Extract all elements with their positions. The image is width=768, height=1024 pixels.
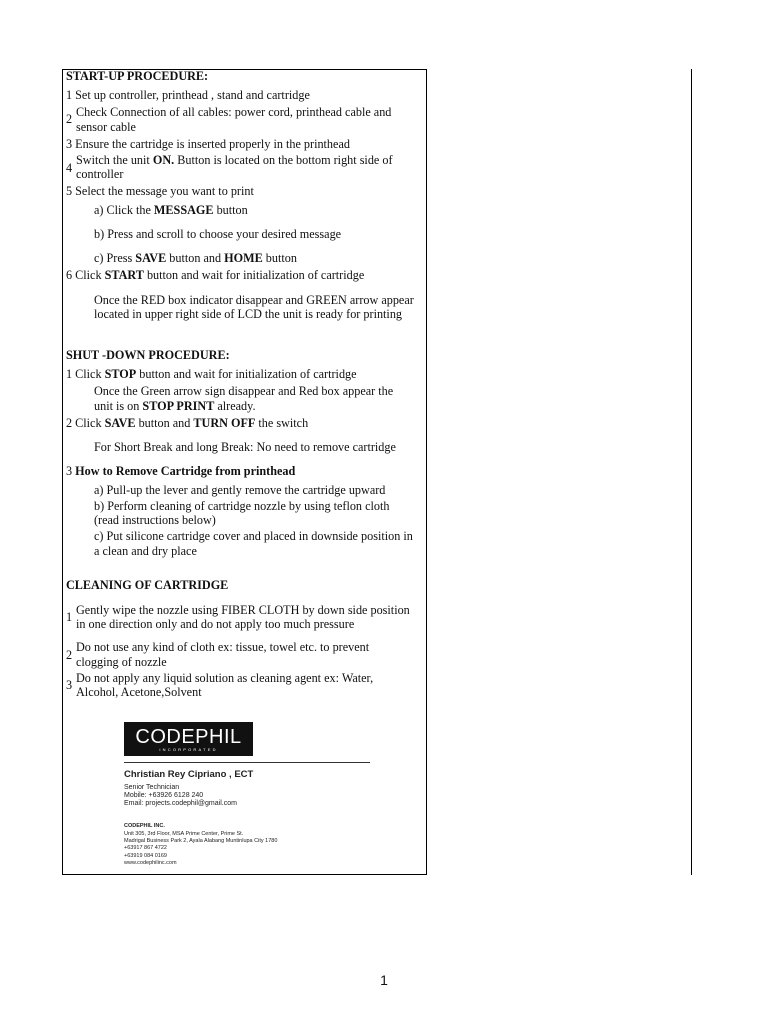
shutdown-step-3: 3 How to Remove Cartridge from printhead bbox=[66, 464, 296, 478]
startup-step-5a: a) Click the MESSAGE button bbox=[94, 203, 248, 217]
shutdown-step-3b-line1: b) Perform cleaning of cartridge nozzle by using teflon cloth bbox=[94, 499, 390, 513]
card-phone-1: +63917 867 4722 bbox=[124, 845, 167, 851]
logo-subtitle: INCORPORATED bbox=[159, 747, 218, 752]
shutdown-step-3b-line2: (read instructions below) bbox=[94, 513, 216, 527]
startup-step-2-number: 2 bbox=[66, 112, 73, 126]
cleaning-heading: CLEANING OF CARTRIDGE bbox=[66, 578, 229, 592]
shutdown-step-1-note-line1: Once the Green arrow sign disappear and Red box appear the bbox=[94, 384, 394, 398]
startup-step-5: 5 Select the message you want to print bbox=[66, 184, 254, 198]
cleaning-step-1-number: 1 bbox=[66, 610, 73, 624]
cleaning-step-3-number: 3 bbox=[66, 678, 73, 692]
startup-step-4-number: 4 bbox=[66, 161, 73, 175]
card-divider bbox=[124, 762, 370, 763]
codephil-logo bbox=[124, 722, 253, 756]
business-card bbox=[124, 722, 374, 872]
startup-note-line1: Once the RED box indicator disappear and GREEN arrow appear bbox=[94, 293, 414, 307]
startup-heading: START-UP PROCEDURE: bbox=[66, 69, 209, 83]
shutdown-heading: SHUT -DOWN PROCEDURE: bbox=[66, 348, 230, 362]
cleaning-step-1-line2: in one direction only and do not apply too much pressure bbox=[76, 617, 355, 631]
card-company: CODEPHIL INC. bbox=[124, 823, 165, 829]
shutdown-step-3a: a) Pull-up the lever and gently remove the cartridge upward bbox=[94, 483, 386, 497]
logo-wordmark: CODEPHIL bbox=[135, 726, 242, 748]
startup-step-5c: c) Press SAVE button and HOME button bbox=[94, 251, 297, 265]
cleaning-step-3-line1: Do not apply any liquid solution as cleaning agent ex: Water, bbox=[76, 671, 374, 685]
shutdown-note: For Short Break and long Break: No need to remove cartridge bbox=[94, 440, 396, 454]
startup-step-3: 3 Ensure the cartridge is inserted properly in the printhead bbox=[66, 137, 350, 151]
shutdown-step-1: 1 Click STOP button and wait for initialization of cartridge bbox=[66, 367, 357, 381]
cleaning-step-3-line2: Alcohol, Acetone,Solvent bbox=[76, 685, 202, 699]
card-mobile: Mobile: +63926 6128 240 bbox=[124, 792, 204, 799]
card-address-line1: Unit 305, 3rd Floor, MSA Prime Center, Prime St. bbox=[124, 831, 244, 837]
startup-step-5b: b) Press and scroll to choose your desired message bbox=[94, 227, 342, 241]
cleaning-step-2-line1: Do not use any kind of cloth ex: tissue, towel etc. to prevent bbox=[76, 640, 370, 654]
card-website: www.codephilinc.com bbox=[124, 860, 177, 866]
card-phone-2: +63919 084 0169 bbox=[124, 853, 167, 859]
startup-step-1: 1 Set up controller, printhead , stand and cartridge bbox=[66, 88, 310, 102]
startup-step-2-line1: Check Connection of all cables: power cord, printhead cable and bbox=[76, 105, 392, 119]
card-address-line2: Madrigal Business Park 2, Ayala Alabang Muntinlupa City 1780 bbox=[124, 838, 278, 844]
card-email: Email: projects.codephil@gmail.com bbox=[124, 800, 237, 807]
cleaning-step-2-line2: clogging of nozzle bbox=[76, 655, 167, 669]
shutdown-step-1-note-line2: unit is on STOP PRINT already. bbox=[94, 399, 256, 413]
cleaning-step-1-line1: Gently wipe the nozzle using FIBER CLOTH by down side position bbox=[76, 603, 410, 617]
card-role: Senior Technician bbox=[124, 784, 180, 791]
startup-step-2-line2: sensor cable bbox=[76, 120, 136, 134]
shutdown-step-3c-line2: a clean and dry place bbox=[94, 544, 197, 558]
shutdown-step-3c-line1: c) Put silicone cartridge cover and placed in downside position in bbox=[94, 529, 413, 543]
startup-step-6: 6 Click START button and wait for initialization of cartridge bbox=[66, 268, 365, 282]
cleaning-step-2-number: 2 bbox=[66, 648, 73, 662]
shutdown-step-2: 2 Click SAVE button and TURN OFF the switch bbox=[66, 416, 309, 430]
card-name: Christian Rey Cipriano , ECT bbox=[124, 769, 254, 780]
startup-step-4-line2: controller bbox=[76, 167, 124, 181]
page-number: 1 bbox=[380, 972, 388, 988]
right-divider bbox=[691, 69, 692, 875]
startup-step-4-line1: Switch the unit ON. Button is located on the bottom right side of bbox=[76, 153, 393, 167]
startup-note-line2: located in upper right side of LCD the unit is ready for printing bbox=[94, 307, 403, 321]
